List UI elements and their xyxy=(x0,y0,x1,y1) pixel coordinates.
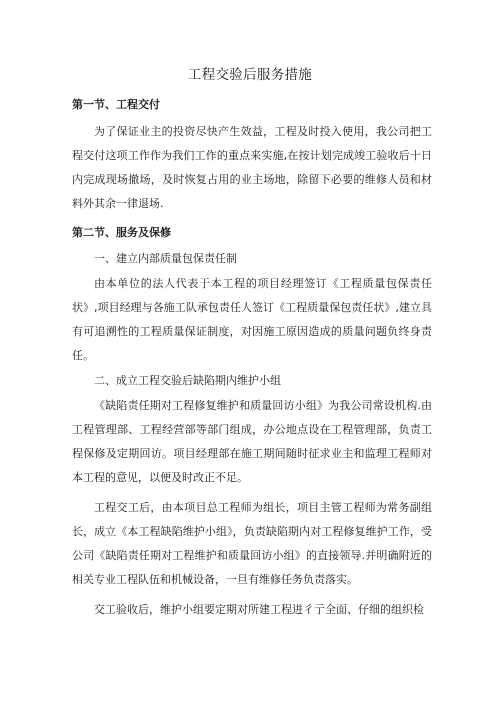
subheading-quality-responsibility: 一、建立内部质量包保责任制 xyxy=(94,252,237,265)
maintenance-paragraph-2: 工程交工后，由本项目总工程师为组长，项目主管工程师为常务副组长，成立《本工程缺陷维护小组》，负责缺陷期内对工程修复维护工作，受公司《缺陷责任期对工程维护和质量回访小组》的直接领导.并明确附近的相关专业工程队伍和机械设备，一旦有维修任务负责落实。 xyxy=(72,501,432,586)
quality-responsibility-paragraph: 由本单位的法人代表于本工程的项目经理签订《工程质量包保责任状》,项目经理与各施工队承包责任人签订《工程质量保包责任状》,建立具有可追溯性的工程质量保证制度，对因施工原因造成的质量问题负终身责任。 xyxy=(72,277,432,362)
subheading-maintenance-team: 二、成立工程交验后缺陷期内维护小组 xyxy=(94,374,281,387)
document-body xyxy=(72,98,432,622)
section-2-heading: 第二节、服务及保修 xyxy=(72,226,171,239)
document-title: 工程交验后服务措施 xyxy=(187,67,313,83)
section-1-heading: 第一节、工程交付 xyxy=(72,98,160,111)
section-1-paragraph: 为了保证业主的投资尽快产生效益，工程及时投入使用，我公司把工程交付这项工作作为我们工作的重点来实施,在按计划完成竣工验收后十日内完成现场撤场，及时恢复占用的业主场地，除留下必要的维修人员和材料外其余一律退场. xyxy=(72,125,432,210)
maintenance-paragraph-1: 《缺陷责任期对工程修复维护和质量回访小组》为我公司常设机构.由工程管理部、工程经营部等部门组成，办公地点设在工程管理部，负责工程保修及定期回访。项目经理部在施工期间随时征求业主和监理工程师对本工程的意见，以便及时改正不足。 xyxy=(72,399,432,484)
maintenance-paragraph-3: 交工验收后，维护小组要定期对所建工程进彳亍全面、仔细的组织检 xyxy=(94,603,424,616)
